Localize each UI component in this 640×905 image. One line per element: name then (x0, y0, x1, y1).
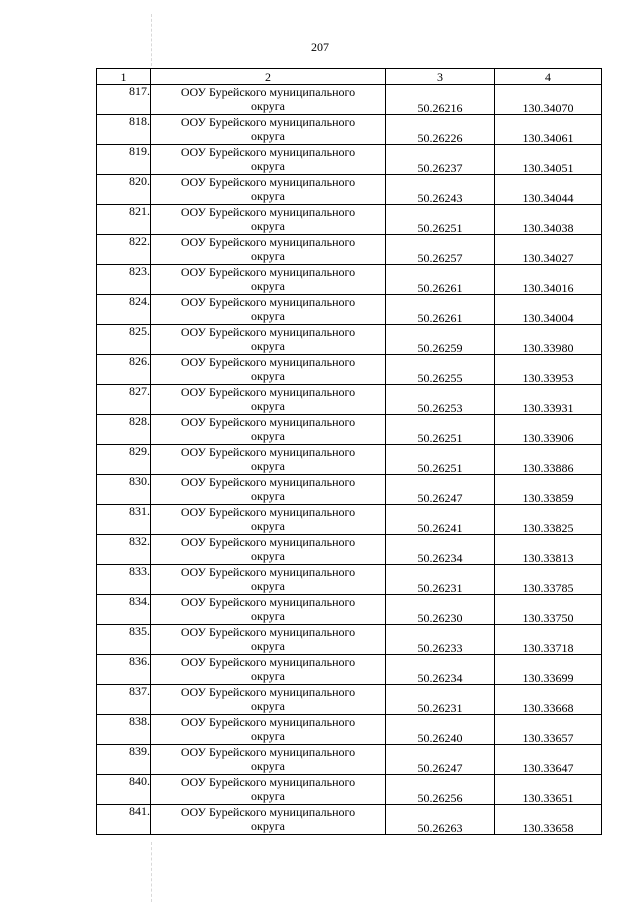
object-name-line2: округа (251, 489, 285, 503)
table-row (97, 475, 602, 505)
table-row (97, 235, 602, 265)
row-number: 839. (97, 745, 151, 775)
latitude-value: 50.26256 (417, 791, 463, 805)
object-name-line1: ООУ Бурейского муниципального (180, 805, 356, 819)
latitude-cell (386, 235, 495, 265)
table-row (97, 205, 602, 235)
object-name-line1: ООУ Бурейского муниципального (180, 775, 356, 789)
latitude-value: 50.26216 (417, 101, 463, 115)
longitude-cell (495, 625, 602, 655)
row-number: 831. (97, 505, 151, 535)
object-name-line1: ООУ Бурейского муниципального (180, 385, 356, 399)
latitude-cell (386, 115, 495, 145)
table-row (97, 685, 602, 715)
latitude-cell (386, 415, 495, 445)
coordinates-table (96, 68, 602, 835)
row-number: 838. (97, 715, 151, 745)
object-name-line2: округа (251, 459, 285, 473)
latitude-value: 50.26237 (417, 161, 463, 175)
table-header-row (97, 69, 602, 85)
object-name-cell (151, 505, 386, 535)
latitude-value: 50.26251 (417, 431, 463, 445)
latitude-value: 50.26233 (417, 641, 463, 655)
object-name-cell (151, 715, 386, 745)
table-row (97, 295, 602, 325)
object-name-cell (151, 445, 386, 475)
row-number: 821. (97, 205, 151, 235)
latitude-value: 50.26234 (417, 671, 463, 685)
latitude-cell (386, 625, 495, 655)
row-number: 828. (97, 415, 151, 445)
object-name-line2: округа (251, 309, 285, 323)
longitude-cell (495, 235, 602, 265)
object-name-line1: ООУ Бурейского муниципального (180, 475, 356, 489)
table-row (97, 565, 602, 595)
object-name-line2: округа (251, 429, 285, 443)
table-row (97, 805, 602, 835)
longitude-value: 130.33657 (522, 731, 574, 745)
latitude-cell (386, 265, 495, 295)
longitude-value: 130.33699 (522, 671, 574, 685)
object-name-cell (151, 145, 386, 175)
object-name-cell (151, 565, 386, 595)
table-row (97, 115, 602, 145)
row-number: 829. (97, 445, 151, 475)
latitude-cell (386, 355, 495, 385)
longitude-cell (495, 805, 602, 835)
longitude-value: 130.33647 (522, 761, 574, 775)
object-name-line1: ООУ Бурейского муниципального (180, 295, 356, 309)
object-name-cell (151, 685, 386, 715)
longitude-cell (495, 385, 602, 415)
longitude-value: 130.34004 (522, 311, 574, 325)
object-name-line2: округа (251, 789, 285, 803)
latitude-cell (386, 205, 495, 235)
longitude-value: 130.34051 (522, 161, 574, 175)
object-name-line2: округа (251, 189, 285, 203)
table-row (97, 535, 602, 565)
latitude-value: 50.26263 (417, 821, 463, 835)
longitude-cell (495, 265, 602, 295)
longitude-cell (495, 715, 602, 745)
object-name-cell (151, 175, 386, 205)
object-name-line1: ООУ Бурейского муниципального (180, 655, 356, 669)
object-name-line1: ООУ Бурейского муниципального (180, 265, 356, 279)
row-number: 834. (97, 595, 151, 625)
object-name-cell (151, 115, 386, 145)
longitude-cell (495, 145, 602, 175)
object-name-line1: ООУ Бурейского муниципального (180, 115, 356, 129)
object-name-line2: округа (251, 339, 285, 353)
row-number: 837. (97, 685, 151, 715)
latitude-cell (386, 805, 495, 835)
column-header-4: 4 (495, 69, 602, 85)
object-name-cell (151, 235, 386, 265)
table-row (97, 385, 602, 415)
longitude-value: 130.34070 (522, 101, 574, 115)
object-name-cell (151, 775, 386, 805)
longitude-cell (495, 445, 602, 475)
table-row (97, 145, 602, 175)
longitude-value: 130.33906 (522, 431, 574, 445)
longitude-value: 130.34061 (522, 131, 574, 145)
longitude-cell (495, 745, 602, 775)
latitude-value: 50.26261 (417, 311, 463, 325)
latitude-value: 50.26257 (417, 251, 463, 265)
longitude-cell (495, 415, 602, 445)
latitude-cell (386, 85, 495, 115)
object-name-line2: округа (251, 99, 285, 113)
object-name-cell (151, 535, 386, 565)
table-row (97, 595, 602, 625)
table-row (97, 355, 602, 385)
table-row (97, 175, 602, 205)
object-name-line1: ООУ Бурейского муниципального (180, 745, 356, 759)
row-number: 835. (97, 625, 151, 655)
table-row (97, 655, 602, 685)
latitude-value: 50.26231 (417, 581, 463, 595)
latitude-value: 50.26247 (417, 491, 463, 505)
object-name-line1: ООУ Бурейского муниципального (180, 715, 356, 729)
column-header-1: 1 (97, 69, 151, 85)
latitude-value: 50.26251 (417, 221, 463, 235)
row-number: 825. (97, 325, 151, 355)
object-name-line1: ООУ Бурейского муниципального (180, 415, 356, 429)
row-number: 826. (97, 355, 151, 385)
longitude-cell (495, 535, 602, 565)
object-name-cell (151, 325, 386, 355)
latitude-cell (386, 505, 495, 535)
object-name-cell (151, 655, 386, 685)
object-name-line1: ООУ Бурейского муниципального (180, 85, 356, 99)
latitude-value: 50.26251 (417, 461, 463, 475)
object-name-line2: округа (251, 699, 285, 713)
page-number: 207 (311, 40, 329, 54)
longitude-value: 130.33825 (522, 521, 574, 535)
object-name-line2: округа (251, 549, 285, 563)
longitude-value: 130.33953 (522, 371, 574, 385)
object-name-line2: округа (251, 129, 285, 143)
latitude-cell (386, 475, 495, 505)
longitude-cell (495, 205, 602, 235)
object-name-line2: округа (251, 759, 285, 773)
object-name-cell (151, 475, 386, 505)
object-name-line1: ООУ Бурейского муниципального (180, 445, 356, 459)
longitude-value: 130.33859 (522, 491, 574, 505)
object-name-line2: округа (251, 369, 285, 383)
row-number: 823. (97, 265, 151, 295)
object-name-line2: округа (251, 519, 285, 533)
longitude-cell (495, 85, 602, 115)
longitude-cell (495, 175, 602, 205)
longitude-value: 130.33750 (522, 611, 574, 625)
object-name-line1: ООУ Бурейского муниципального (180, 205, 356, 219)
latitude-value: 50.26253 (417, 401, 463, 415)
longitude-value: 130.33668 (522, 701, 574, 715)
table-row (97, 775, 602, 805)
latitude-cell (386, 565, 495, 595)
object-name-line2: округа (251, 819, 285, 833)
latitude-cell (386, 145, 495, 175)
longitude-cell (495, 475, 602, 505)
object-name-line2: округа (251, 399, 285, 413)
longitude-value: 130.33813 (522, 551, 574, 565)
object-name-line1: ООУ Бурейского муниципального (180, 595, 356, 609)
longitude-cell (495, 685, 602, 715)
latitude-cell (386, 685, 495, 715)
latitude-cell (386, 295, 495, 325)
latitude-cell (386, 535, 495, 565)
longitude-value: 130.33651 (522, 791, 574, 805)
row-number: 819. (97, 145, 151, 175)
latitude-value: 50.26230 (417, 611, 463, 625)
table-row (97, 715, 602, 745)
longitude-value: 130.33785 (522, 581, 574, 595)
object-name-cell (151, 745, 386, 775)
row-number: 832. (97, 535, 151, 565)
object-name-line2: округа (251, 279, 285, 293)
latitude-value: 50.26231 (417, 701, 463, 715)
row-number: 817. (97, 85, 151, 115)
latitude-value: 50.26247 (417, 761, 463, 775)
longitude-cell (495, 775, 602, 805)
latitude-cell (386, 445, 495, 475)
longitude-cell (495, 355, 602, 385)
longitude-value: 130.33886 (522, 461, 574, 475)
latitude-value: 50.26259 (417, 341, 463, 355)
object-name-cell (151, 295, 386, 325)
longitude-cell (495, 655, 602, 685)
latitude-value: 50.26234 (417, 551, 463, 565)
object-name-line1: ООУ Бурейского муниципального (180, 325, 356, 339)
latitude-cell (386, 325, 495, 355)
latitude-value: 50.26261 (417, 281, 463, 295)
latitude-cell (386, 595, 495, 625)
object-name-cell (151, 385, 386, 415)
longitude-cell (495, 565, 602, 595)
latitude-cell (386, 175, 495, 205)
row-number: 841. (97, 805, 151, 835)
object-name-cell (151, 625, 386, 655)
row-number: 827. (97, 385, 151, 415)
object-name-line1: ООУ Бурейского муниципального (180, 625, 356, 639)
row-number: 836. (97, 655, 151, 685)
object-name-line2: округа (251, 639, 285, 653)
latitude-value: 50.26241 (417, 521, 463, 535)
latitude-value: 50.26240 (417, 731, 463, 745)
object-name-line2: округа (251, 249, 285, 263)
longitude-value: 130.33658 (522, 821, 574, 835)
object-name-line2: округа (251, 729, 285, 743)
longitude-value: 130.34016 (522, 281, 574, 295)
longitude-cell (495, 325, 602, 355)
table-row (97, 505, 602, 535)
object-name-line1: ООУ Бурейского муниципального (180, 355, 356, 369)
latitude-cell (386, 775, 495, 805)
longitude-cell (495, 505, 602, 535)
longitude-cell (495, 295, 602, 325)
longitude-value: 130.34027 (522, 251, 574, 265)
object-name-line1: ООУ Бурейского муниципального (180, 535, 356, 549)
longitude-value: 130.33718 (522, 641, 574, 655)
table-row (97, 745, 602, 775)
longitude-cell (495, 115, 602, 145)
object-name-cell (151, 85, 386, 115)
table-row (97, 85, 602, 115)
latitude-value: 50.26255 (417, 371, 463, 385)
margin-line (151, 842, 152, 902)
object-name-line1: ООУ Бурейского муниципального (180, 175, 356, 189)
object-name-cell (151, 805, 386, 835)
object-name-line1: ООУ Бурейского муниципального (180, 685, 356, 699)
longitude-value: 130.33931 (522, 401, 574, 415)
object-name-cell (151, 595, 386, 625)
object-name-cell (151, 415, 386, 445)
row-number: 824. (97, 295, 151, 325)
longitude-value: 130.33980 (522, 341, 574, 355)
table-row (97, 445, 602, 475)
latitude-cell (386, 655, 495, 685)
object-name-line2: округа (251, 609, 285, 623)
object-name-line2: округа (251, 159, 285, 173)
table-row (97, 325, 602, 355)
latitude-cell (386, 715, 495, 745)
row-number: 833. (97, 565, 151, 595)
object-name-cell (151, 265, 386, 295)
row-number: 830. (97, 475, 151, 505)
object-name-line1: ООУ Бурейского муниципального (180, 565, 356, 579)
latitude-value: 50.26226 (417, 131, 463, 145)
row-number: 840. (97, 775, 151, 805)
object-name-line1: ООУ Бурейского муниципального (180, 235, 356, 249)
longitude-value: 130.34044 (522, 191, 574, 205)
table-row (97, 415, 602, 445)
object-name-cell (151, 355, 386, 385)
column-header-2: 2 (151, 69, 386, 85)
object-name-line1: ООУ Бурейского муниципального (180, 145, 356, 159)
row-number: 820. (97, 175, 151, 205)
latitude-cell (386, 745, 495, 775)
latitude-value: 50.26243 (417, 191, 463, 205)
latitude-cell (386, 385, 495, 415)
longitude-cell (495, 595, 602, 625)
object-name-line2: округа (251, 219, 285, 233)
table-row (97, 625, 602, 655)
object-name-line2: округа (251, 669, 285, 683)
object-name-line1: ООУ Бурейского муниципального (180, 505, 356, 519)
row-number: 822. (97, 235, 151, 265)
object-name-cell (151, 205, 386, 235)
row-number: 818. (97, 115, 151, 145)
column-header-3: 3 (386, 69, 495, 85)
object-name-line2: округа (251, 579, 285, 593)
table-row (97, 265, 602, 295)
longitude-value: 130.34038 (522, 221, 574, 235)
